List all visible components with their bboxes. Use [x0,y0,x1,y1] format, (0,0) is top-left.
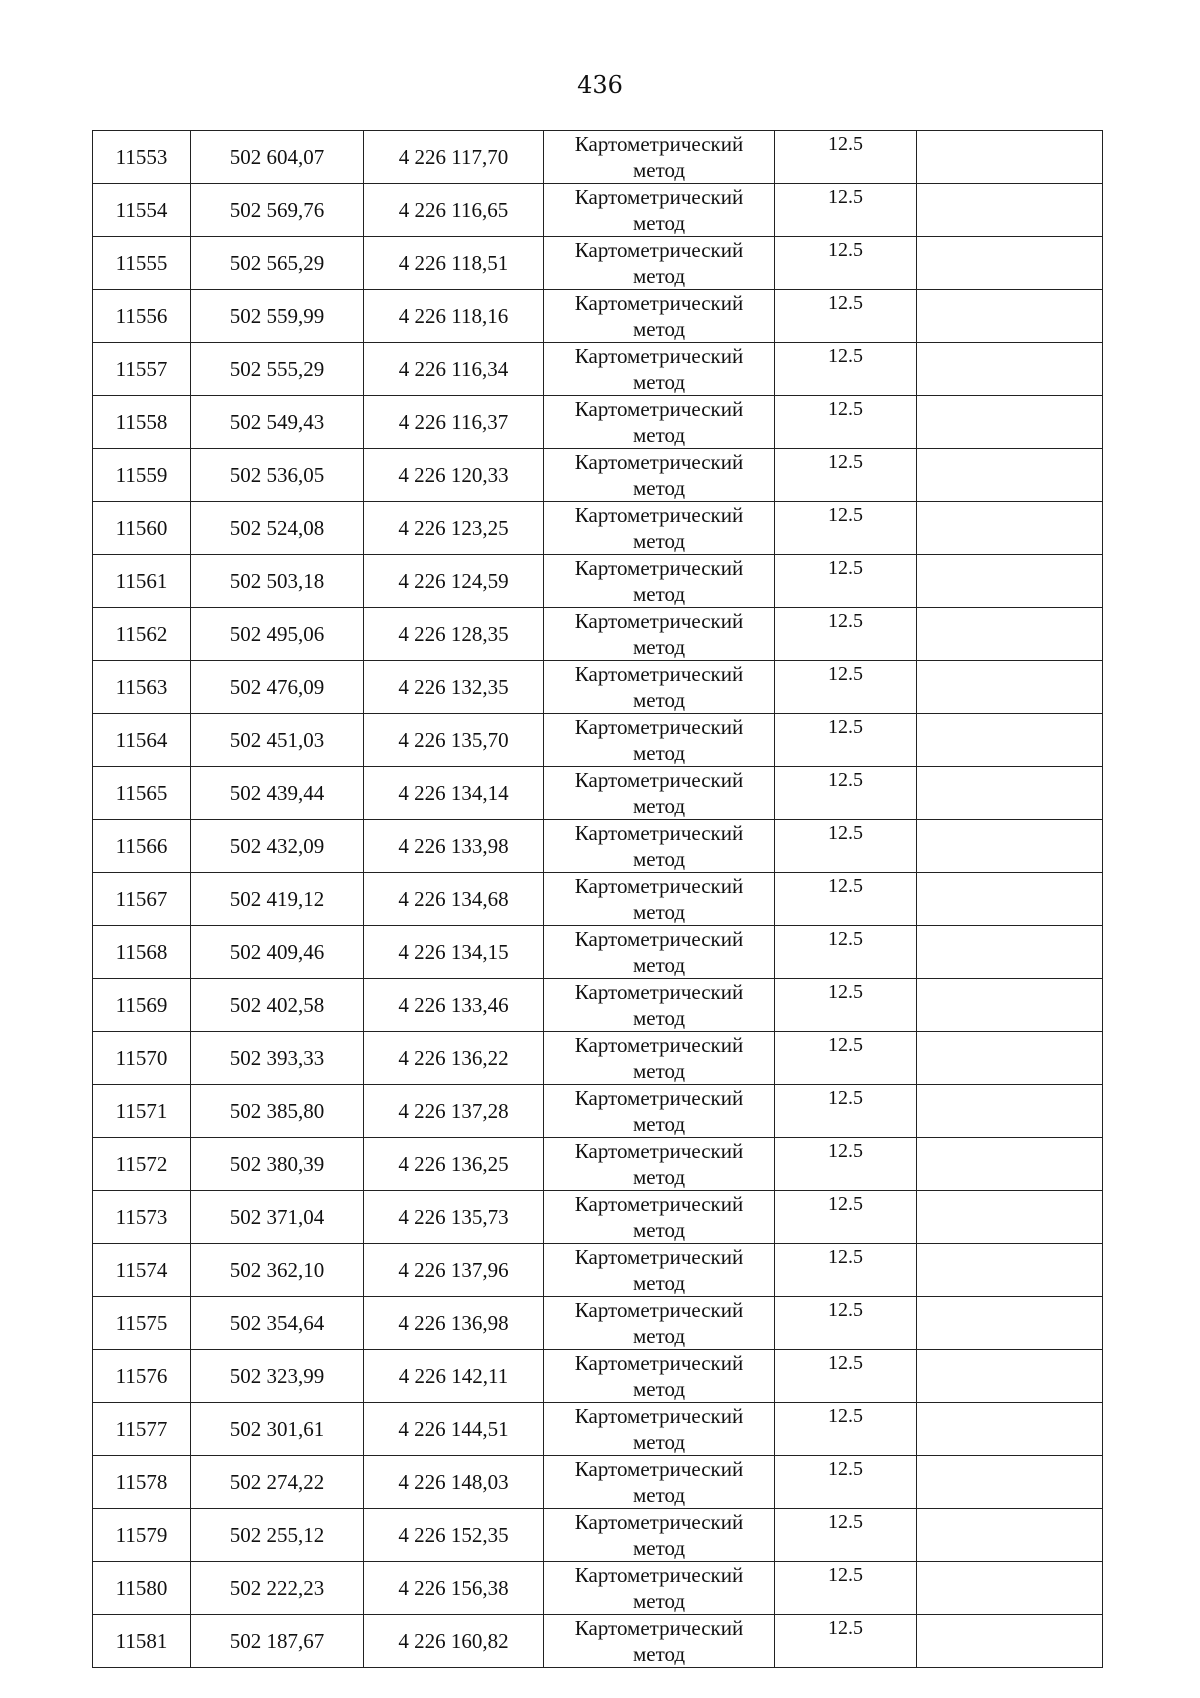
point-number-cell: 11562 [93,608,191,661]
x-coordinate-cell: 502 536,05 [191,449,364,502]
x-coordinate-cell: 502 451,03 [191,714,364,767]
point-number-cell: 11553 [93,131,191,184]
point-number-cell: 11568 [93,926,191,979]
y-coordinate-cell: 4 226 118,16 [364,290,544,343]
method-cell [544,555,775,608]
x-coordinate-cell: 502 549,43 [191,396,364,449]
method-line-2: метод [632,476,686,500]
point-number-cell: 11580 [93,1562,191,1615]
method-cell [544,1562,775,1615]
point-number-cell: 11564 [93,714,191,767]
x-coordinate-cell: 502 555,29 [191,343,364,396]
point-number-cell: 11574 [93,1244,191,1297]
table-row [93,449,1103,502]
accuracy-cell: 12.5 [775,873,917,926]
y-coordinate-cell: 4 226 152,35 [364,1509,544,1562]
point-number-cell: 11563 [93,661,191,714]
x-coordinate-cell: 502 432,09 [191,820,364,873]
note-cell [917,873,1103,926]
accuracy-cell: 12.5 [775,1244,917,1297]
method-line-2: метод [632,423,686,447]
method-line-1: Картометрический [574,1033,744,1057]
x-coordinate-cell: 502 409,46 [191,926,364,979]
x-coordinate-cell: 502 439,44 [191,767,364,820]
method-line-2: метод [632,1430,686,1454]
note-cell [917,926,1103,979]
method-cell [544,131,775,184]
table-row [93,290,1103,343]
x-coordinate-cell: 502 354,64 [191,1297,364,1350]
method-cell [544,1032,775,1085]
note-cell [917,1138,1103,1191]
table-row [93,661,1103,714]
accuracy-cell: 12.5 [775,1562,917,1615]
method-line-2: метод [632,900,686,924]
point-number-cell: 11575 [93,1297,191,1350]
accuracy-cell: 12.5 [775,714,917,767]
method-line-1: Картометрический [574,1457,744,1481]
y-coordinate-cell: 4 226 144,51 [364,1403,544,1456]
note-cell [917,1562,1103,1615]
table-row [93,396,1103,449]
x-coordinate-cell: 502 222,23 [191,1562,364,1615]
accuracy-cell: 12.5 [775,1085,917,1138]
method-line-2: метод [632,794,686,818]
accuracy-cell: 12.5 [775,237,917,290]
method-line-1: Картометрический [574,1510,744,1534]
coordinates-table-body [93,131,1103,1668]
method-line-1: Картометрический [574,503,744,527]
method-cell [544,873,775,926]
method-cell [544,926,775,979]
method-cell [544,1509,775,1562]
y-coordinate-cell: 4 226 135,70 [364,714,544,767]
method-line-1: Картометрический [574,397,744,421]
method-line-2: метод [632,1483,686,1507]
method-cell [544,714,775,767]
method-cell [544,343,775,396]
method-cell [544,1350,775,1403]
y-coordinate-cell: 4 226 118,51 [364,237,544,290]
method-line-1: Картометрический [574,238,744,262]
method-line-1: Картометрический [574,1139,744,1163]
accuracy-cell: 12.5 [775,608,917,661]
method-cell [544,979,775,1032]
method-line-2: метод [632,317,686,341]
y-coordinate-cell: 4 226 132,35 [364,661,544,714]
note-cell [917,1191,1103,1244]
point-number-cell: 11569 [93,979,191,1032]
x-coordinate-cell: 502 362,10 [191,1244,364,1297]
accuracy-cell: 12.5 [775,1509,917,1562]
accuracy-cell: 12.5 [775,1456,917,1509]
x-coordinate-cell: 502 503,18 [191,555,364,608]
y-coordinate-cell: 4 226 134,15 [364,926,544,979]
accuracy-cell: 12.5 [775,555,917,608]
table-row [93,608,1103,661]
method-line-1: Картометрический [574,1086,744,1110]
x-coordinate-cell: 502 419,12 [191,873,364,926]
x-coordinate-cell: 502 524,08 [191,502,364,555]
method-line-1: Картометрический [574,132,744,156]
y-coordinate-cell: 4 226 148,03 [364,1456,544,1509]
method-line-2: метод [632,529,686,553]
point-number-cell: 11558 [93,396,191,449]
y-coordinate-cell: 4 226 116,65 [364,184,544,237]
y-coordinate-cell: 4 226 116,37 [364,396,544,449]
note-cell [917,131,1103,184]
method-line-1: Картометрический [574,768,744,792]
accuracy-cell: 12.5 [775,343,917,396]
y-coordinate-cell: 4 226 156,38 [364,1562,544,1615]
x-coordinate-cell: 502 301,61 [191,1403,364,1456]
accuracy-cell: 12.5 [775,1403,917,1456]
method-line-1: Картометрический [574,874,744,898]
accuracy-cell: 12.5 [775,979,917,1032]
table-row [93,1350,1103,1403]
y-coordinate-cell: 4 226 135,73 [364,1191,544,1244]
table-row [93,1297,1103,1350]
note-cell [917,661,1103,714]
table-row [93,1456,1103,1509]
x-coordinate-cell: 502 393,33 [191,1032,364,1085]
y-coordinate-cell: 4 226 120,33 [364,449,544,502]
accuracy-cell: 12.5 [775,290,917,343]
method-cell [544,1191,775,1244]
note-cell [917,820,1103,873]
table-row [93,714,1103,767]
point-number-cell: 11581 [93,1615,191,1668]
note-cell [917,396,1103,449]
accuracy-cell: 12.5 [775,1615,917,1668]
x-coordinate-cell: 502 274,22 [191,1456,364,1509]
table-row [93,1509,1103,1562]
point-number-cell: 11560 [93,502,191,555]
accuracy-cell: 12.5 [775,131,917,184]
table-row [93,820,1103,873]
method-line-1: Картометрический [574,662,744,686]
x-coordinate-cell: 502 569,76 [191,184,364,237]
table-row [93,1615,1103,1668]
method-line-1: Картометрический [574,1616,744,1640]
table-row [93,1244,1103,1297]
method-line-2: метод [632,847,686,871]
method-line-2: метод [632,688,686,712]
point-number-cell: 11579 [93,1509,191,1562]
x-coordinate-cell: 502 476,09 [191,661,364,714]
method-line-2: метод [632,1271,686,1295]
point-number-cell: 11566 [93,820,191,873]
method-line-1: Картометрический [574,1404,744,1428]
point-number-cell: 11577 [93,1403,191,1456]
note-cell [917,290,1103,343]
point-number-cell: 11578 [93,1456,191,1509]
note-cell [917,1350,1103,1403]
y-coordinate-cell: 4 226 133,46 [364,979,544,1032]
method-line-1: Картометрический [574,291,744,315]
method-line-2: метод [632,1165,686,1189]
note-cell [917,343,1103,396]
method-line-1: Картометрический [574,1351,744,1375]
y-coordinate-cell: 4 226 142,11 [364,1350,544,1403]
x-coordinate-cell: 502 385,80 [191,1085,364,1138]
method-line-2: метод [632,1324,686,1348]
method-cell [544,1403,775,1456]
method-cell [544,1244,775,1297]
y-coordinate-cell: 4 226 136,25 [364,1138,544,1191]
note-cell [917,502,1103,555]
table-row [93,767,1103,820]
method-cell [544,396,775,449]
method-line-2: метод [632,741,686,765]
y-coordinate-cell: 4 226 136,98 [364,1297,544,1350]
accuracy-cell: 12.5 [775,449,917,502]
coordinates-table [92,130,1103,1668]
method-line-2: метод [632,1642,686,1666]
method-cell [544,1085,775,1138]
y-coordinate-cell: 4 226 134,14 [364,767,544,820]
y-coordinate-cell: 4 226 134,68 [364,873,544,926]
method-line-1: Картометрический [574,1192,744,1216]
note-cell [917,1244,1103,1297]
accuracy-cell: 12.5 [775,502,917,555]
table-row [93,131,1103,184]
table-row [93,1138,1103,1191]
point-number-cell: 11573 [93,1191,191,1244]
method-line-1: Картометрический [574,185,744,209]
method-line-2: метод [632,582,686,606]
point-number-cell: 11565 [93,767,191,820]
method-line-1: Картометрический [574,927,744,951]
method-line-2: метод [632,1059,686,1083]
method-cell [544,661,775,714]
method-line-2: метод [632,370,686,394]
note-cell [917,555,1103,608]
method-line-2: метод [632,158,686,182]
table-row [93,1562,1103,1615]
table-row [93,926,1103,979]
method-cell [544,1138,775,1191]
x-coordinate-cell: 502 402,58 [191,979,364,1032]
x-coordinate-cell: 502 495,06 [191,608,364,661]
point-number-cell: 11567 [93,873,191,926]
method-line-1: Картометрический [574,556,744,580]
y-coordinate-cell: 4 226 123,25 [364,502,544,555]
method-line-1: Картометрический [574,609,744,633]
method-cell [544,237,775,290]
table-row [93,1032,1103,1085]
accuracy-cell: 12.5 [775,1297,917,1350]
method-line-1: Картометрический [574,344,744,368]
x-coordinate-cell: 502 323,99 [191,1350,364,1403]
point-number-cell: 11561 [93,555,191,608]
point-number-cell: 11571 [93,1085,191,1138]
note-cell [917,1509,1103,1562]
method-line-2: метод [632,635,686,659]
table-row [93,184,1103,237]
method-line-1: Картометрический [574,715,744,739]
point-number-cell: 11572 [93,1138,191,1191]
point-number-cell: 11570 [93,1032,191,1085]
method-line-2: метод [632,264,686,288]
point-number-cell: 11555 [93,237,191,290]
table-row [93,343,1103,396]
accuracy-cell: 12.5 [775,661,917,714]
note-cell [917,237,1103,290]
y-coordinate-cell: 4 226 116,34 [364,343,544,396]
note-cell [917,1615,1103,1668]
point-number-cell: 11554 [93,184,191,237]
table-row [93,1191,1103,1244]
method-cell [544,767,775,820]
y-coordinate-cell: 4 226 124,59 [364,555,544,608]
x-coordinate-cell: 502 380,39 [191,1138,364,1191]
note-cell [917,714,1103,767]
method-line-1: Картометрический [574,450,744,474]
method-line-1: Картометрический [574,1563,744,1587]
point-number-cell: 11559 [93,449,191,502]
accuracy-cell: 12.5 [775,1191,917,1244]
method-line-2: метод [632,1218,686,1242]
accuracy-cell: 12.5 [775,767,917,820]
accuracy-cell: 12.5 [775,926,917,979]
method-line-2: метод [632,1006,686,1030]
accuracy-cell: 12.5 [775,820,917,873]
method-cell [544,608,775,661]
x-coordinate-cell: 502 187,67 [191,1615,364,1668]
method-cell [544,1615,775,1668]
table-row [93,979,1103,1032]
y-coordinate-cell: 4 226 137,96 [364,1244,544,1297]
y-coordinate-cell: 4 226 117,70 [364,131,544,184]
note-cell [917,449,1103,502]
method-cell [544,1456,775,1509]
note-cell [917,1456,1103,1509]
method-line-1: Картометрический [574,980,744,1004]
table-row [93,1403,1103,1456]
method-line-2: метод [632,1112,686,1136]
accuracy-cell: 12.5 [775,1350,917,1403]
method-cell [544,290,775,343]
note-cell [917,767,1103,820]
y-coordinate-cell: 4 226 160,82 [364,1615,544,1668]
x-coordinate-cell: 502 604,07 [191,131,364,184]
x-coordinate-cell: 502 255,12 [191,1509,364,1562]
method-line-1: Картометрический [574,1298,744,1322]
method-line-1: Картометрический [574,1245,744,1269]
y-coordinate-cell: 4 226 136,22 [364,1032,544,1085]
accuracy-cell: 12.5 [775,184,917,237]
accuracy-cell: 12.5 [775,396,917,449]
note-cell [917,979,1103,1032]
point-number-cell: 11557 [93,343,191,396]
note-cell [917,184,1103,237]
table-row [93,555,1103,608]
point-number-cell: 11556 [93,290,191,343]
method-cell [544,1297,775,1350]
accuracy-cell: 12.5 [775,1032,917,1085]
note-cell [917,1085,1103,1138]
method-line-1: Картометрический [574,821,744,845]
method-cell [544,820,775,873]
method-line-2: метод [632,953,686,977]
method-cell [544,449,775,502]
method-line-2: метод [632,1536,686,1560]
note-cell [917,1403,1103,1456]
note-cell [917,1297,1103,1350]
accuracy-cell: 12.5 [775,1138,917,1191]
page-number: 436 [577,71,623,99]
x-coordinate-cell: 502 559,99 [191,290,364,343]
note-cell [917,1032,1103,1085]
method-line-2: метод [632,1377,686,1401]
method-line-2: метод [632,211,686,235]
table-row [93,873,1103,926]
table-row [93,502,1103,555]
x-coordinate-cell: 502 371,04 [191,1191,364,1244]
point-number-cell: 11576 [93,1350,191,1403]
method-line-2: метод [632,1589,686,1613]
method-cell [544,502,775,555]
note-cell [917,608,1103,661]
y-coordinate-cell: 4 226 128,35 [364,608,544,661]
table-row [93,237,1103,290]
y-coordinate-cell: 4 226 133,98 [364,820,544,873]
table-row [93,1085,1103,1138]
y-coordinate-cell: 4 226 137,28 [364,1085,544,1138]
method-cell [544,184,775,237]
x-coordinate-cell: 502 565,29 [191,237,364,290]
